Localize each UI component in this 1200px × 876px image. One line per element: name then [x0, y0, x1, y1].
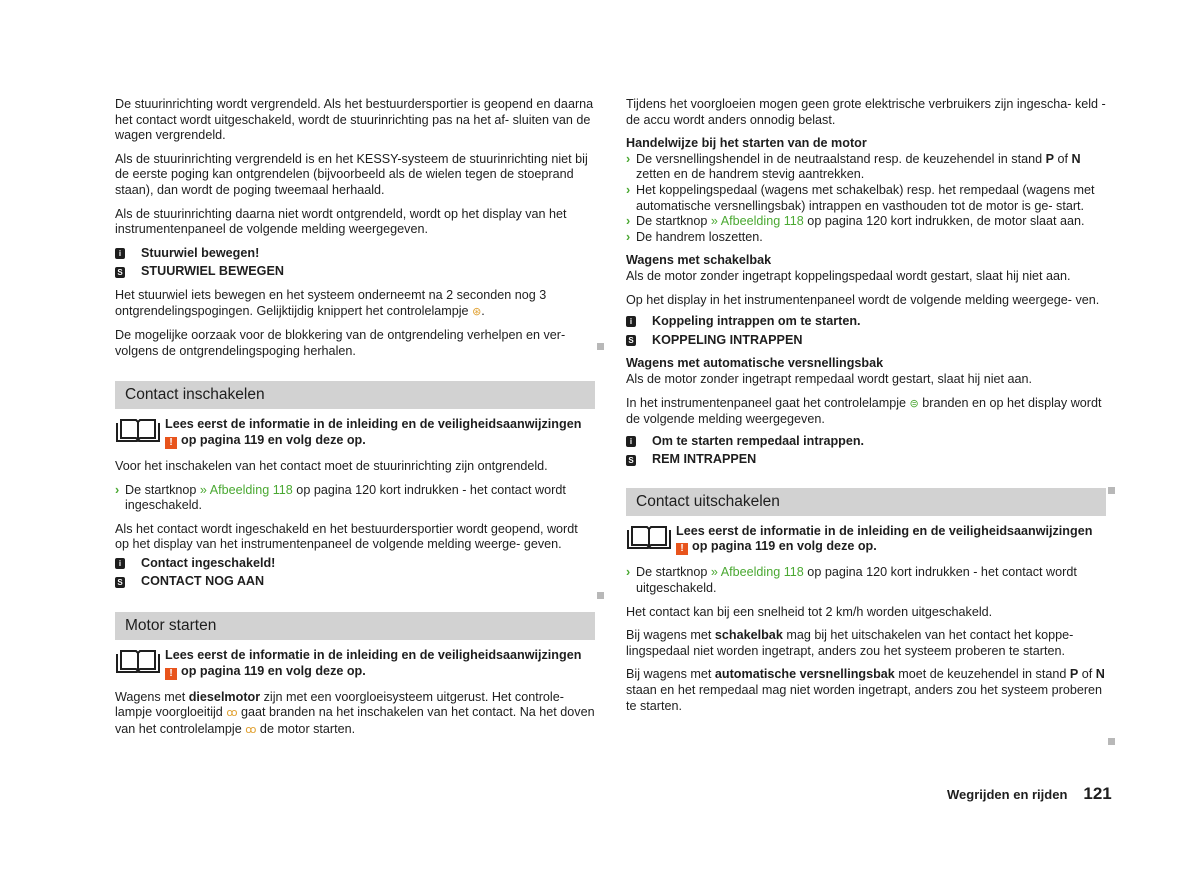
display-message: S STUURWIEL BEWEGEN: [115, 264, 595, 280]
paragraph: Bij wagens met schakelbak mag bij het uitschakelen van het contact het koppe- lingspedaal niet worden ingetrapt, anders zou het systeem proberen te starten.: [626, 628, 1074, 658]
book-icon: [115, 417, 161, 443]
section-heading: Motor starten: [115, 612, 595, 640]
instruction-step: › De versnellingshendel in de neutraalstand resp. de keuzehendel in stand P of N zetten en de handrem stevig aantrekken.: [626, 151, 1081, 182]
safety-notice: Lees eerst de informatie in de inleiding en de veiligheidsaanwijzingen ! op pagina 119 en volg deze op.: [115, 648, 595, 680]
paragraph: Voor het inschakelen van het contact moet de stuurinrichting zijn ontgrendeld.: [115, 458, 548, 473]
warning-icon: !: [676, 543, 688, 555]
paragraph: Op het display in het instrumentenpaneel wordt de volgende melding weergege- ven.: [626, 292, 1100, 307]
end-marker: [1108, 487, 1115, 494]
paragraph: De stuurinrichting wordt vergrendeld. Als het bestuurdersportier is geopend en daarna het contact wordt uitgeschakeld, wordt de stuurinrichting pas na het af- sluiten van de wagen vergrendeld.: [115, 97, 594, 143]
book-icon: [626, 524, 672, 550]
info-icon: i: [115, 558, 125, 569]
paragraph: De mogelijke oorzaak voor de blokkering van de ontgrendeling verhelpen en ver- volgens de ontgrendelingspoging herhalen.: [115, 328, 566, 358]
instruction-step: › De startknop » Afbeelding 118 op pagina 120 kort indrukken - het contact wordt uitgeschakeld.: [626, 565, 1077, 596]
instruction-step: › De startknop » Afbeelding 118 op pagina 120 kort indrukken - het contact wordt ingeschakeld.: [115, 482, 566, 513]
subheading: Wagens met schakelbak: [626, 253, 772, 268]
instruction-step: › Het koppelingspedaal (wagens met schakelbak) resp. het rempedaal (wagens met automatische versnellingsbak) intrappen en vasthouden tot de motor is ge- start.: [626, 182, 1095, 213]
chapter-title: Wegrijden en rijden: [947, 787, 1068, 802]
arrow-icon: ›: [626, 229, 631, 244]
book-icon: [115, 648, 161, 674]
safety-notice: Lees eerst de informatie in de inleiding en de veiligheidsaanwijzingen ! op pagina 119 en volg deze op.: [115, 417, 595, 449]
section-heading: Contact uitschakelen: [626, 488, 1106, 516]
paragraph: Als de stuurinrichting daarna niet wordt ontgrendeld, wordt op het display van het instrumentenpaneel de volgende melding weergegeven.: [115, 206, 567, 237]
paragraph: Als het contact wordt ingeschakeld en het bestuurdersportier wordt geopend, wordt op het display van het instrumentenpaneel de volgende melding weerge- geven.: [115, 521, 578, 552]
figure-link[interactable]: » Afbeelding 118: [710, 214, 804, 229]
warning-icon: !: [165, 437, 177, 449]
paragraph: Het contact kan bij een snelheid tot 2 km/h worden uitgeschakeld.: [626, 604, 993, 619]
arrow-icon: ›: [626, 151, 631, 166]
paragraph: Als de motor zonder ingetrapt koppelingspedaal wordt gestart, slaat hij niet aan.: [626, 268, 1071, 283]
info-icon: i: [626, 436, 636, 447]
paragraph: Tijdens het voorgloeien mogen geen grote elektrische verbruikers zijn ingescha- keld - de accu wordt anders onnodig belast.: [626, 97, 1106, 127]
warning-icon: !: [165, 668, 177, 680]
display-message: S CONTACT NOG AAN: [115, 574, 595, 590]
arrow-icon: ›: [626, 214, 631, 229]
status-icon: S: [626, 455, 636, 466]
end-marker: [597, 592, 604, 599]
brake-pedal-indicator-icon: ⊜: [909, 397, 919, 410]
page-number: 121: [1083, 784, 1112, 803]
paragraph: Wagens met dieselmotor zijn met een voorgloeisysteem uitgerust. Het controle- lampje voorgloeitijd ꝏ gaat branden na het inschakelen van het contact. Na het doven van het controlelampje ꝏ de motor starten.: [115, 690, 595, 739]
paragraph: Het stuurwiel iets bewegen en het systeem onderneemt na 2 seconden nog 3 ontgrendelingspogingen. Gelijktijdig knippert het controlelampje ⊛.: [115, 288, 595, 320]
display-message: i Contact ingeschakeld!: [115, 556, 595, 572]
safety-notice: Lees eerst de informatie in de inleiding en de veiligheidsaanwijzingen ! op pagina 119 en volg deze op.: [626, 524, 1106, 556]
instruction-step: › De handrem loszetten.: [626, 229, 763, 244]
status-icon: S: [115, 267, 125, 278]
arrow-icon: ›: [626, 565, 631, 580]
paragraph: Als de stuurinrichting vergrendeld is en het KESSY-systeem de stuurinrichting niet bij de eerste poging kan ontgrendelen (bijvoorbeeld als de wielen tegen de stoeprand staan), dan wordt de poging tweemaal herhaald.: [115, 151, 588, 197]
right-column: [626, 97, 1106, 722]
subheading: Handelwijze bij het starten van de motor: [626, 136, 867, 151]
display-message: i Stuurwiel bewegen!: [115, 246, 595, 262]
figure-link[interactable]: » Afbeelding 118: [199, 482, 293, 497]
status-icon: S: [115, 577, 125, 588]
page-footer: [947, 786, 1112, 804]
instruction-step: › De startknop » Afbeelding 118 op pagina 120 kort indrukken, de motor slaat aan.: [626, 214, 1085, 229]
arrow-icon: ›: [626, 182, 631, 197]
section-heading: Contact inschakelen: [115, 381, 595, 409]
left-column: [115, 97, 595, 746]
paragraph: In het instrumentenpaneel gaat het controlelampje ⊜ branden en op het display wordt de volgende melding weergegeven.: [626, 395, 1102, 427]
figure-link[interactable]: » Afbeelding 118: [710, 565, 804, 580]
display-message: i Koppeling intrappen om te starten.: [626, 314, 1106, 330]
steering-lock-indicator-icon: ⊛: [472, 305, 482, 318]
glow-plug-icon: ꝏ: [226, 707, 238, 720]
end-marker: [1108, 738, 1115, 745]
subheading: Wagens met automatische versnellingsbak: [626, 356, 884, 371]
info-icon: i: [115, 248, 125, 259]
display-message: i Om te starten rempedaal intrappen.: [626, 434, 1106, 450]
display-message: S KOPPELING INTRAPPEN: [626, 333, 1106, 349]
end-marker: [597, 343, 604, 350]
arrow-icon: ›: [115, 482, 120, 497]
paragraph: Bij wagens met automatische versnellingsbak moet de keuzehendel in stand P of N staan en het rempedaal mag niet worden ingetrapt, anders zou het systeem proberen te starten.: [626, 667, 1105, 713]
info-icon: i: [626, 316, 636, 327]
paragraph: Als de motor zonder ingetrapt rempedaal wordt gestart, slaat hij niet aan.: [626, 371, 1033, 386]
status-icon: S: [626, 335, 636, 346]
display-message: S REM INTRAPPEN: [626, 452, 1106, 468]
glow-plug-icon: ꝏ: [245, 723, 257, 736]
